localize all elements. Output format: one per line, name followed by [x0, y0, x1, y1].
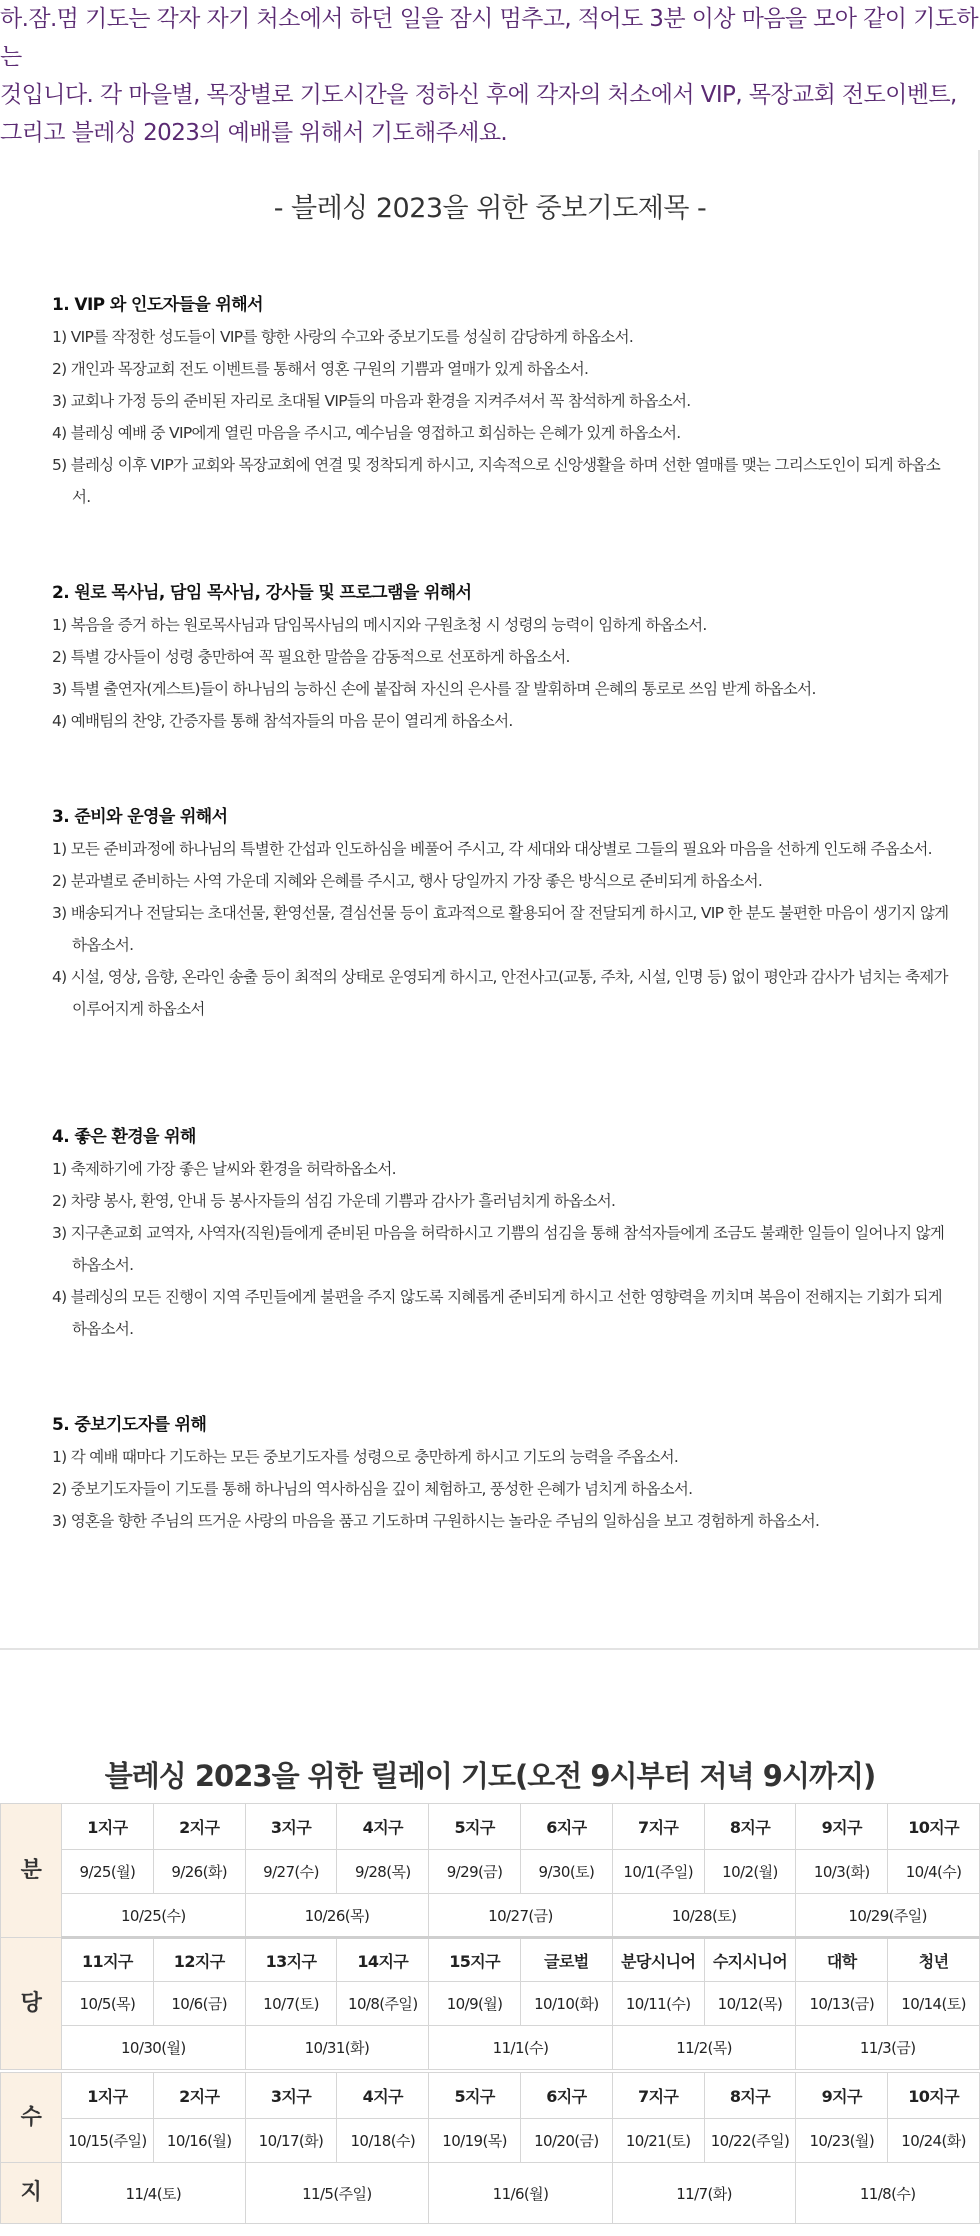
bundang-label-top: 분: [1, 1804, 62, 1938]
district-header: 10지구: [888, 2073, 980, 2119]
intro-line-2: 것입니다. 각 마을별, 목장별로 기도시간을 정하신 후에 각자의 처소에서 VIP, 목장교회 전도이벤트,: [0, 82, 957, 108]
list-item: 4) 블레싱 예배 중 VIP에게 열린 마음을 주시고, 예수님을 영접하고 회심하는 은혜가 있게 하옵소서.: [52, 424, 681, 442]
bundang-schedule-table: [0, 1803, 980, 2070]
date-cell: 10/10(화): [520, 1982, 612, 2026]
pair-date-cell: 11/8(수): [796, 2163, 980, 2224]
date-cell: 10/14(토): [888, 1982, 980, 2026]
list-item: 3) 배송되거나 전달되는 초대선물, 환영선물, 결심선물 등이 효과적으로 활용되어 잘 전달되게 하시고, VIP 한 분도 불편한 마음이 생기지 않게 하옵소서.: [52, 904, 949, 954]
date-cell: 10/22(주일): [704, 2119, 796, 2163]
prayer-section-3: [52, 802, 952, 1025]
district-header: 13지구: [245, 1938, 337, 1982]
district-header: 3지구: [245, 2073, 337, 2119]
date-cell: 10/7(토): [245, 1982, 337, 2026]
pair-date-cell: 11/1(수): [429, 2026, 613, 2070]
pair-date-cell: 11/7(화): [612, 2163, 796, 2224]
district-header: 2지구: [153, 2073, 245, 2119]
intro-paragraph: [0, 0, 980, 152]
date-cell: 10/24(화): [888, 2119, 980, 2163]
pair-date-cell: 10/30(월): [62, 2026, 246, 2070]
list-item: 1) 모든 준비과정에 하나님의 특별한 간섭과 인도하심을 베풀어 주시고, 각 세대와 대상별로 그들의 필요와 마음을 선하게 인도해 주옵소서.: [52, 840, 932, 858]
district-header: 11지구: [62, 1938, 154, 1982]
prayer-section-2: [52, 578, 952, 737]
list-item: 3) 영혼을 향한 주님의 뜨거운 사랑의 마음을 품고 기도하며 구원하시는 놀라운 주님의 일하심을 보고 경험하게 하옵소서.: [52, 1512, 820, 1530]
suji-schedule-table: [0, 2072, 980, 2224]
district-header: 4지구: [337, 1804, 429, 1850]
section-list: [52, 321, 952, 513]
list-item: 5) 블레싱 이후 VIP가 교회와 목장교회에 연결 및 정착되게 하시고, 지속적으로 신앙생활을 하며 선한 열매를 맺는 그리스도인이 되게 하옵소서.: [52, 456, 940, 506]
pair-date-cell: 11/3(금): [796, 2026, 980, 2070]
date-cell: 10/17(화): [245, 2119, 337, 2163]
list-item: 3) 지구촌교회 교역자, 사역자(직원)들에게 준비된 마음을 허락하시고 기쁨의 섬김을 통해 참석자들에게 조금도 불쾌한 일들이 일어나지 않게 하옵소서.: [52, 1224, 945, 1274]
list-item: 2) 특별 강사들이 성령 충만하여 꼭 필요한 말씀을 감동적으로 선포하게 하옵소서.: [52, 648, 570, 666]
district-header: 글로벌: [520, 1938, 612, 1982]
district-header: 분당시니어: [612, 1938, 704, 1982]
district-header: 14지구: [337, 1938, 429, 1982]
date-cell: 10/20(금): [520, 2119, 612, 2163]
date-cell: 10/23(월): [796, 2119, 888, 2163]
list-item: 3) 특별 출연자(게스트)들이 하나님의 능하신 손에 붙잡혀 자신의 은사를 잘 발휘하며 은혜의 통로로 쓰임 받게 하옵소서.: [52, 680, 816, 698]
date-cell: 9/26(화): [153, 1850, 245, 1894]
district-header: 10지구: [888, 1804, 980, 1850]
date-cell: 10/15(주일): [62, 2119, 154, 2163]
date-cell: 9/30(토): [520, 1850, 612, 1894]
date-cell: 10/13(금): [796, 1982, 888, 2026]
list-item: 1) 축제하기에 가장 좋은 날씨와 환경을 허락하옵소서.: [52, 1160, 396, 1178]
intro-line-1: 하.잠.멈 기도는 각자 자기 처소에서 하던 일을 잠시 멈추고, 적어도 3분 이상 마음을 모아 같이 기도하는: [0, 6, 978, 70]
list-item: 2) 분과별로 준비하는 사역 가운데 지혜와 은혜를 주시고, 행사 당일까지 가장 좋은 방식으로 준비되게 하옵소서.: [52, 872, 763, 890]
section-list: [52, 833, 952, 1025]
list-item: 4) 시설, 영상, 음향, 온라인 송출 등이 최적의 상태로 운영되게 하시고, 안전사고(교통, 주차, 시설, 인명 등) 없이 평안과 감사가 넘치는 축제가 이루어지게 하옵소서: [52, 968, 948, 1018]
date-cell: 10/4(수): [888, 1850, 980, 1894]
section-title: 3. 준비와 운영을 위해서: [52, 807, 228, 827]
district-header: 4지구: [337, 2073, 429, 2119]
section-title: 1. VIP 와 인도자들을 위해서: [52, 295, 263, 315]
pair-date-cell: 11/5(주일): [245, 2163, 429, 2224]
district-header: 12지구: [153, 1938, 245, 1982]
section-list: [52, 609, 952, 737]
prayer-section-5: [52, 1410, 952, 1537]
date-cell: 10/19(목): [429, 2119, 521, 2163]
list-item: 2) 차량 봉사, 환영, 안내 등 봉사자들의 섬김 가운데 기쁨과 감사가 흘러넘치게 하옵소서.: [52, 1192, 616, 1210]
district-header: 6지구: [520, 2073, 612, 2119]
district-header: 1지구: [62, 2073, 154, 2119]
district-header: 9지구: [796, 2073, 888, 2119]
pair-date-cell: 11/2(목): [612, 2026, 796, 2070]
district-header: 7지구: [612, 2073, 704, 2119]
district-header: 3지구: [245, 1804, 337, 1850]
section-title: 5. 중보기도자를 위해: [52, 1415, 207, 1435]
list-item: 3) 교회나 가정 등의 준비된 자리로 초대될 VIP들의 마음과 환경을 지켜주셔서 꼭 참석하게 하옵소서.: [52, 392, 691, 410]
district-header: 8지구: [704, 1804, 796, 1850]
date-cell: 10/3(화): [796, 1850, 888, 1894]
list-item: 1) VIP를 작정한 성도들이 VIP를 향한 사랑의 수고와 중보기도를 성실히 감당하게 하옵소서.: [52, 328, 634, 346]
list-item: 2) 중보기도자들이 기도를 통해 하나님의 역사하심을 깊이 체험하고, 풍성한 은혜가 넘치게 하옵소서.: [52, 1480, 693, 1498]
pair-date-cell: 10/31(화): [245, 2026, 429, 2070]
pair-date-cell: 10/25(수): [62, 1894, 246, 1938]
district-header: 8지구: [704, 2073, 796, 2119]
district-header: 5지구: [429, 2073, 521, 2119]
district-header: 대학: [796, 1938, 888, 1982]
district-header: 2지구: [153, 1804, 245, 1850]
district-header: 7지구: [612, 1804, 704, 1850]
list-item: 2) 개인과 목장교회 전도 이벤트를 통해서 영혼 구원의 기쁨과 열매가 있게 하옵소서.: [52, 360, 589, 378]
district-header: 수지시니어: [704, 1938, 796, 1982]
prayer-section-4: [52, 1122, 952, 1345]
section-title: 4. 좋은 환경을 위해: [52, 1127, 196, 1147]
pair-date-cell: 11/6(월): [429, 2163, 613, 2224]
date-cell: 9/27(수): [245, 1850, 337, 1894]
prayer-section-1: [52, 290, 952, 513]
district-header: 9지구: [796, 1804, 888, 1850]
section-list: [52, 1153, 952, 1345]
date-cell: 10/8(주일): [337, 1982, 429, 2026]
date-cell: 10/9(월): [429, 1982, 521, 2026]
list-item: 4) 블레싱의 모든 진행이 지역 주민들에게 불편을 주지 않도록 지혜롭게 준비되게 하시고 선한 영향력을 끼치며 복음이 전해지는 기회가 되게 하옵소서.: [52, 1288, 942, 1338]
bundang-label-bottom: 당: [1, 1938, 62, 2070]
pair-date-cell: 10/26(목): [245, 1894, 429, 1938]
prayer-topics-title: - 블레싱 2023을 위한 중보기도제목 -: [273, 193, 707, 224]
date-cell: 10/1(주일): [612, 1850, 704, 1894]
district-header: 5지구: [429, 1804, 521, 1850]
list-item: 1) 복음을 증거 하는 원로목사님과 담임목사님의 메시지와 구원초청 시 성령의 능력이 임하게 하옵소서.: [52, 616, 707, 634]
list-item: 4) 예배팀의 찬양, 간증자를 통해 참석자들의 마음 문이 열리게 하옵소서.: [52, 712, 513, 730]
date-cell: 10/18(수): [337, 2119, 429, 2163]
date-cell: 9/25(월): [62, 1850, 154, 1894]
list-item: 1) 각 예배 때마다 기도하는 모든 중보기도자를 성령으로 충만하게 하시고 기도의 능력을 주옵소서.: [52, 1448, 679, 1466]
intro-line-3: 그리고 블레싱 2023의 예배를 위해서 기도해주세요.: [0, 120, 508, 146]
date-cell: 10/5(목): [62, 1982, 154, 2026]
suji-label-bottom: 지: [1, 2163, 62, 2224]
suji-label-top: 수: [1, 2073, 62, 2163]
section-list: [52, 1441, 952, 1537]
pair-date-cell: 10/29(주일): [796, 1894, 980, 1938]
date-cell: 9/29(금): [429, 1850, 521, 1894]
date-cell: 10/12(목): [704, 1982, 796, 2026]
district-header: 15지구: [429, 1938, 521, 1982]
date-cell: 10/6(금): [153, 1982, 245, 2026]
date-cell: 10/21(토): [612, 2119, 704, 2163]
pair-date-cell: 10/28(토): [612, 1894, 796, 1938]
district-header: 청년: [888, 1938, 980, 1982]
district-header: 6지구: [520, 1804, 612, 1850]
date-cell: 9/28(목): [337, 1850, 429, 1894]
section-title: 2. 원로 목사님, 담임 목사님, 강사들 및 프로그램을 위해서: [52, 583, 472, 603]
pair-date-cell: 11/4(토): [62, 2163, 246, 2224]
pair-date-cell: 10/27(금): [429, 1894, 613, 1938]
relay-prayer-title: 블레싱 2023을 위한 릴레이 기도(오전 9시부터 저녁 9시까지): [104, 1759, 876, 1793]
date-cell: 10/16(월): [153, 2119, 245, 2163]
date-cell: 10/2(월): [704, 1850, 796, 1894]
district-header: 1지구: [62, 1804, 154, 1850]
date-cell: 10/11(수): [612, 1982, 704, 2026]
